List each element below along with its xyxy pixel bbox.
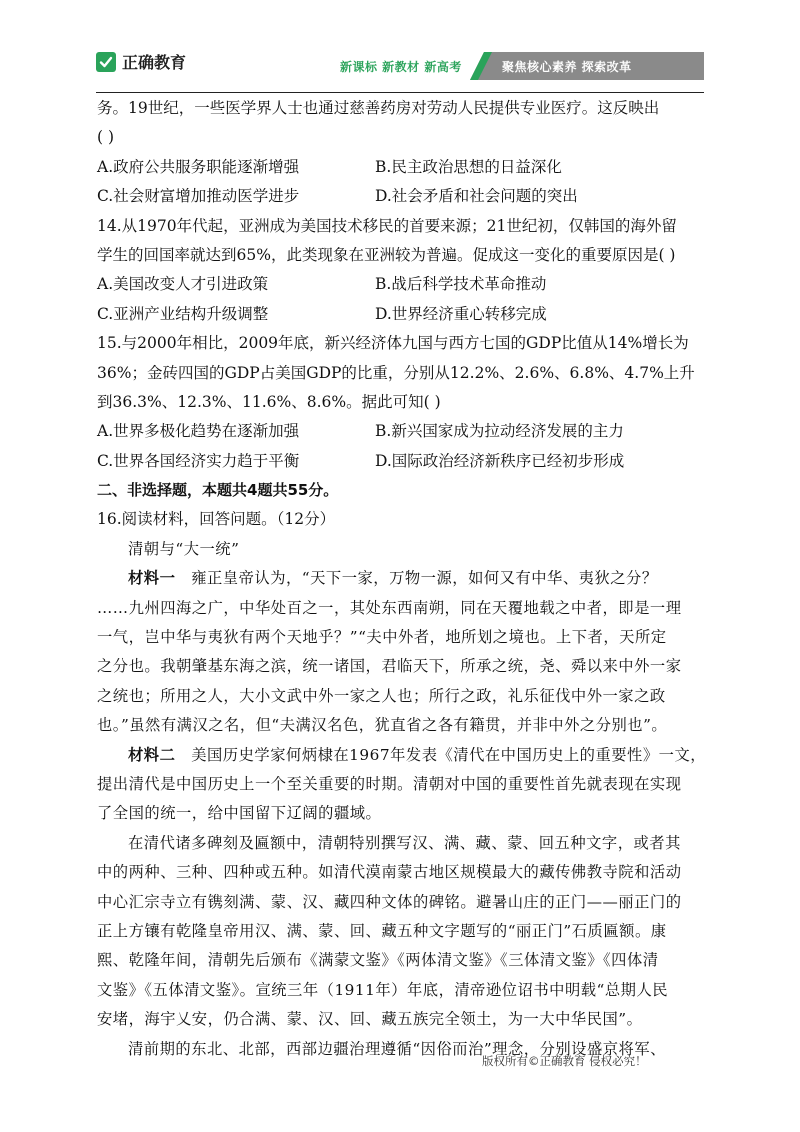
header-slogan-left: 新课标 新教材 新高考 [340,60,462,74]
material-1-label: 材料一 [128,569,176,588]
brand-logo [96,50,186,73]
q13-continuation: 务。19世纪，一些医学界人士也通过慈善药房对劳动人民提供专业医疗。这反映出 [97,99,660,117]
material-2-label: 材料二 [128,745,176,764]
option-c: C.社会财富增加推动医学进步 [97,187,300,206]
paragraph-2-line-2: 中的两种、三种、四种或五种。如清代漠南蒙古地区规模最大的藏传佛教寺院和活动 [97,863,682,882]
option-c: C.亚洲产业结构升级调整 [97,304,269,323]
q13-answer-paren: ( ) [97,128,115,147]
paragraph-3-line-1: 清前期的东北、北部，西部边疆治理遵循“因俗而治”理念，分别设盛京将军、 [128,1039,666,1058]
q14-options-row-1 [97,270,707,299]
q14-options-row-2 [97,300,707,329]
option-a: A.政府公共服务职能逐渐增强 [97,157,300,176]
exam-content [97,94,707,1064]
option-b: B.新兴国家成为拉动经济发展的主力 [375,422,624,441]
copyright-footer: 版权所有©正确教育 侵权必究！ [482,1054,647,1068]
material-1-line-3: 一气，岂中华与夷狄有两个天地乎？”“夫中外者，地所划之境也。上下者，天所定 [97,628,667,647]
material-1-line-1: 材料一 雍正皇帝认为，“天下一家，万物一源，如何又有中华、夷狄之分？ [128,569,658,588]
material-2-line-3: 了全国的统一，给中国留下辽阔的疆域。 [97,804,382,823]
material-2-line-1: 材料二 美国历史学家何炳棣在1967年发表《清代在中国历史上的重要性》一文， [128,745,707,764]
option-b: B.民主政治思想的日益深化 [375,157,562,176]
material-1-line-6: 也。”虽然有满汉之名，但“夫满汉名色，犹直省之各有籍贯，并非中外之分别也”。 [97,716,668,735]
paragraph-2-line-6: 文鉴》《五体清文鉴》。宣统三年（1911年）年底，清帝逊位诏书中明载“总期人民 [97,980,669,999]
brand-name: 正确教育 [122,53,187,72]
q15-text-line-1: 15.与2000年相比，2009年底，新兴经济体九国与西方七国的GDP比值从14%增长为 [97,334,689,353]
option-c: C.世界各国经济实力趋于平衡 [97,451,300,470]
option-d: D.世界经济重心转移完成 [375,304,547,323]
paragraph-2-line-7: 安堵，海宇乂安，仍合满、蒙、汉、回、藏五族完全领土，为一大中华民国”。 [97,1010,643,1029]
paragraph-2-line-3: 中心汇宗寺立有镌刻满、蒙、汉、藏四种文体的碑铭。避暑山庄的正门——丽正门的 [97,892,682,911]
material-1-line-5: 之统也；所用之人，大小文武中外一家之人也；所行之政，礼乐征伐中外一家之政 [97,686,666,705]
paragraph-2-line-4: 正上方镶有乾隆皇帝用汉、满、蒙、回、藏五种文字题写的“丽正门”石质匾额。康 [97,921,667,940]
q15-options-row-1 [97,417,707,446]
q14-text-line-2: 学生的回国率就达到65%，此类现象在亚洲较为普遍。促成这一变化的重要原因是( ) [97,245,676,264]
material-title: 清朝与“大一统” [128,539,240,558]
q13-options-row-2 [97,182,707,211]
q15-text-line-3: 到36.3%、12.3%、11.6%、8.6%。据此可知( ) [97,392,441,411]
option-b: B.战后科学技术革命推动 [375,275,547,294]
header-slogan-right: 聚焦核心素养 探索改革 [502,60,632,74]
material-2-line-2: 提出清代是中国历史上一个至关重要的时期。清朝对中国的重要性首先就表现在实现 [97,774,682,793]
option-d: D.社会矛盾和社会问题的突出 [375,187,578,206]
q15-options-row-2 [97,447,707,476]
paragraph-2-line-5: 熙、乾隆年间，清朝先后颁布《满蒙文鉴》《两体清文鉴》《三体清文鉴》《四体清 [97,951,659,970]
option-d: D.国际政治经济新秩序已经初步形成 [375,451,625,470]
material-1-line-4: 之分也。我朝肇基东海之滨，统一诸国，君临天下，所承之统，尧、舜以来中外一家 [97,657,682,676]
section-heading: 二、非选择题，本题共4题共55分。 [97,481,339,500]
header-divider [96,92,704,93]
q15-text-line-2: 36%；金砖四国的GDP占美国GDP的比重，分别从12.2%、2.6%、6.8%、4.7%上升 [97,363,695,382]
paragraph-2-line-1: 在清代诸多碑刻及匾额中，清朝特别撰写汉、满、藏、蒙、回五种文字，或者其 [128,833,681,852]
q14-text-line-1: 14.从1970年代起，亚洲成为美国技术移民的首要来源；21世纪初，仅韩国的海外留 [97,216,677,235]
option-a: A.美国改变人才引进政策 [97,275,269,294]
q13-options-row-1 [97,153,707,182]
checkmark-icon [96,52,116,72]
q16-prompt: 16.阅读材料，回答问题。（12分） [97,510,336,529]
page-header [0,0,800,96]
material-1-line-2: ……九州四海之广，中华处百之一，其处东西南朔，同在天覆地载之中者，即是一理 [97,598,682,617]
option-a: A.世界多极化趋势在逐渐加强 [97,422,300,441]
